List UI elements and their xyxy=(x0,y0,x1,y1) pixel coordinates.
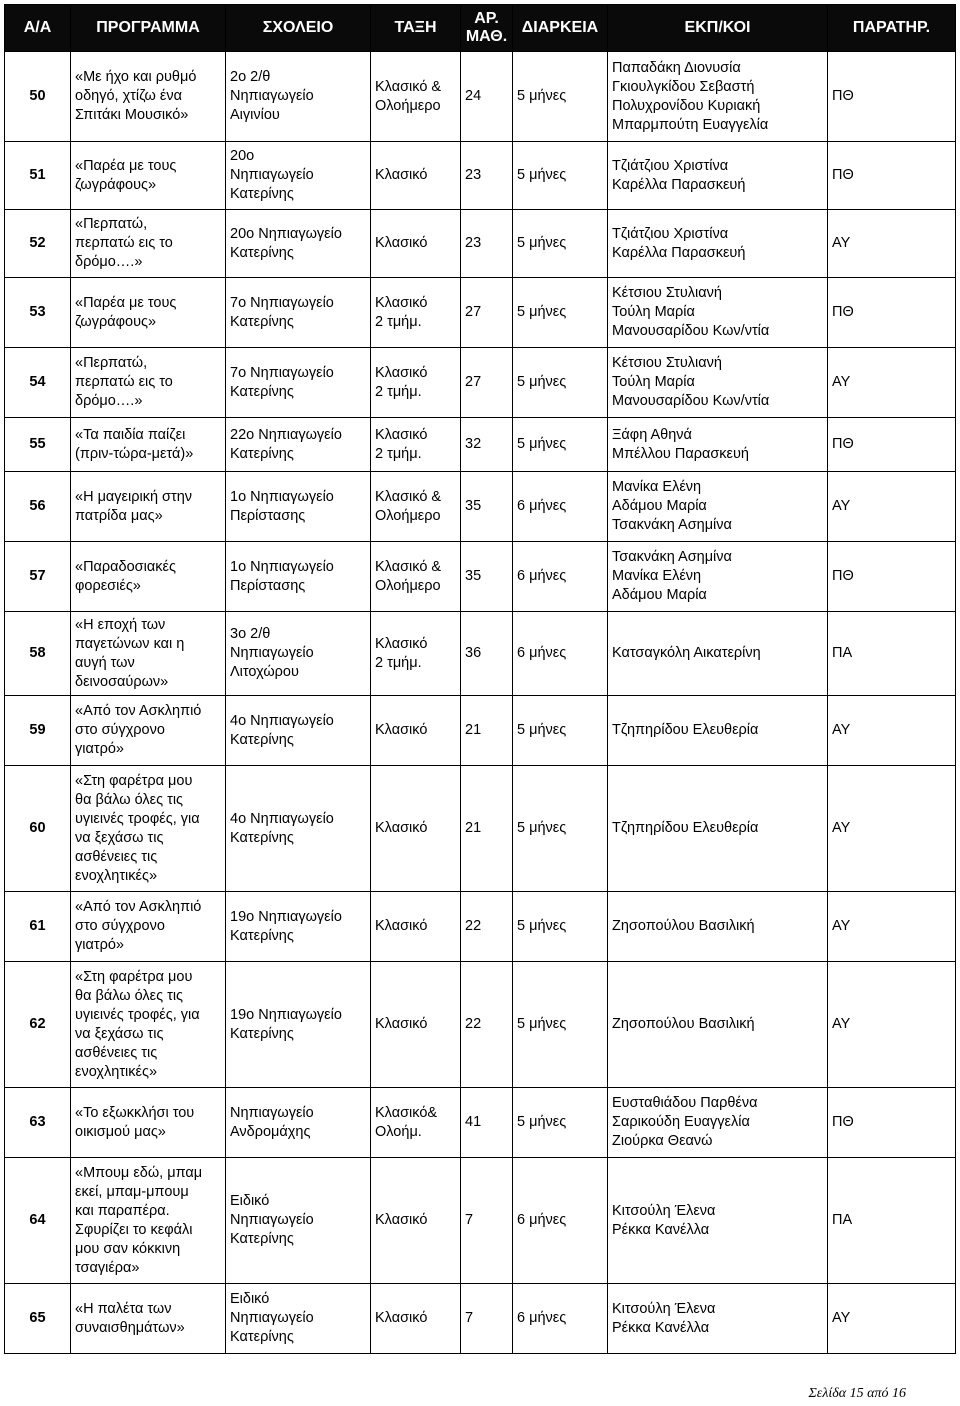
program-cell: «Η μαγειρική στην πατρίδα μας» xyxy=(71,472,226,542)
teachers-cell: Ξάφη Αθηνά Μπέλλου Παρασκευή xyxy=(608,418,828,472)
table-row xyxy=(5,210,956,278)
students-cell: 7 xyxy=(461,1284,513,1354)
table-row xyxy=(5,348,956,418)
program-cell: «Τα παιδία παίζει (πριν-τώρα-μετά)» xyxy=(71,418,226,472)
school-cell: 22ο Νηπιαγωγείο Κατερίνης xyxy=(226,418,371,472)
duration-cell: 6 μήνες xyxy=(513,1158,608,1284)
class-type-cell: Κλασικό xyxy=(371,1158,461,1284)
class-type-cell: Κλασικό xyxy=(371,1284,461,1354)
row-number: 57 xyxy=(5,542,71,612)
table-row xyxy=(5,142,956,210)
students-cell: 22 xyxy=(461,892,513,962)
header-aa: Α/Α xyxy=(5,5,71,52)
row-number: 52 xyxy=(5,210,71,278)
students-cell: 23 xyxy=(461,142,513,210)
duration-cell: 6 μήνες xyxy=(513,542,608,612)
notes-cell: ΠΘ xyxy=(828,52,956,142)
class-type-cell: Κλασικό & Ολοήμερο xyxy=(371,542,461,612)
table-row xyxy=(5,612,956,696)
teachers-cell: Παπαδάκη Διονυσία Γκιουλγκίδου Σεβαστή Πολυχρονίδου Κυριακή Μπαρμπούτη Ευαγγελία xyxy=(608,52,828,142)
teachers-cell: Κέτσιου Στυλιανή Τούλη Μαρία Μανουσαρίδου Κων/ντία xyxy=(608,278,828,348)
header-teachers: ΕΚΠ/ΚΟΙ xyxy=(608,5,828,52)
school-cell: 7ο Νηπιαγωγείο Κατερίνης xyxy=(226,278,371,348)
table-row xyxy=(5,1284,956,1354)
duration-cell: 5 μήνες xyxy=(513,962,608,1088)
class-type-cell: Κλασικό & Ολοήμερο xyxy=(371,472,461,542)
school-cell: 19ο Νηπιαγωγείο Κατερίνης xyxy=(226,962,371,1088)
teachers-cell: Κέτσιου Στυλιανή Τούλη Μαρία Μανουσαρίδου Κων/ντία xyxy=(608,348,828,418)
class-type-cell: Κλασικό 2 τμήμ. xyxy=(371,348,461,418)
students-cell: 21 xyxy=(461,696,513,766)
program-cell: «Μπουμ εδώ, μπαμ εκεί, μπαμ-μπουμ και παραπέρα. Σφυρίζει το κεφάλι μου σαν κόκκινη τσαγιέρα» xyxy=(71,1158,226,1284)
teachers-cell: Τζιάτζιου Χριστίνα Καρέλλα Παρασκευή xyxy=(608,142,828,210)
teachers-cell: Μανίκα Ελένη Αδάμου Μαρία Τσακνάκη Ασημίνα xyxy=(608,472,828,542)
duration-cell: 6 μήνες xyxy=(513,472,608,542)
students-cell: 7 xyxy=(461,1158,513,1284)
teachers-cell: Τζηπηρίδου Ελευθερία xyxy=(608,696,828,766)
students-cell: 32 xyxy=(461,418,513,472)
class-type-cell: Κλασικό xyxy=(371,766,461,892)
duration-cell: 5 μήνες xyxy=(513,418,608,472)
program-cell: «Η εποχή των παγετώνων και η αυγή των δεινοσαύρων» xyxy=(71,612,226,696)
notes-cell: ΑΥ xyxy=(828,210,956,278)
header-class: ΤΑΞΗ xyxy=(371,5,461,52)
school-cell: 20ο Νηπιαγωγείο Κατερίνης xyxy=(226,210,371,278)
row-number: 56 xyxy=(5,472,71,542)
notes-cell: ΑΥ xyxy=(828,962,956,1088)
students-cell: 41 xyxy=(461,1088,513,1158)
table-row xyxy=(5,766,956,892)
duration-cell: 5 μήνες xyxy=(513,278,608,348)
row-number: 50 xyxy=(5,52,71,142)
header-duration: ΔΙΑΡΚΕΙΑ xyxy=(513,5,608,52)
notes-cell: ΠΘ xyxy=(828,1088,956,1158)
row-number: 61 xyxy=(5,892,71,962)
students-cell: 35 xyxy=(461,542,513,612)
school-cell: 1ο Νηπιαγωγείο Περίστασης xyxy=(226,542,371,612)
students-cell: 21 xyxy=(461,766,513,892)
duration-cell: 5 μήνες xyxy=(513,52,608,142)
teachers-cell: Ευσταθιάδου Παρθένα Σαρικούδη Ευαγγελία Ζιούρκα Θεανώ xyxy=(608,1088,828,1158)
class-type-cell: Κλασικό& Ολοήμ. xyxy=(371,1088,461,1158)
program-cell: «Η παλέτα των συναισθημάτων» xyxy=(71,1284,226,1354)
students-cell: 36 xyxy=(461,612,513,696)
class-type-cell: Κλασικό 2 τμήμ. xyxy=(371,418,461,472)
program-cell: «Παραδοσιακές φορεσιές» xyxy=(71,542,226,612)
class-type-cell: Κλασικό & Ολοήμερο xyxy=(371,52,461,142)
row-number: 65 xyxy=(5,1284,71,1354)
school-cell: 7ο Νηπιαγωγείο Κατερίνης xyxy=(226,348,371,418)
duration-cell: 5 μήνες xyxy=(513,142,608,210)
table-row xyxy=(5,696,956,766)
students-cell: 27 xyxy=(461,348,513,418)
school-cell: Ειδικό Νηπιαγωγείο Κατερίνης xyxy=(226,1284,371,1354)
teachers-cell: Τσακνάκη Ασημίνα Μανίκα Ελένη Αδάμου Μαρία xyxy=(608,542,828,612)
row-number: 53 xyxy=(5,278,71,348)
duration-cell: 6 μήνες xyxy=(513,612,608,696)
class-type-cell: Κλασικό xyxy=(371,696,461,766)
duration-cell: 5 μήνες xyxy=(513,1088,608,1158)
school-cell: 3ο 2/θ Νηπιαγωγείο Λιτοχώρου xyxy=(226,612,371,696)
notes-cell: ΑΥ xyxy=(828,766,956,892)
table-row xyxy=(5,1158,956,1284)
programs-table xyxy=(4,4,956,1354)
program-cell: «Από τον Ασκληπιό στο σύγχρονο γιατρό» xyxy=(71,696,226,766)
table-row xyxy=(5,892,956,962)
class-type-cell: Κλασικό 2 τμήμ. xyxy=(371,278,461,348)
class-type-cell: Κλασικό xyxy=(371,962,461,1088)
teachers-cell: Κιτσούλη Έλενα Ρέκκα Κανέλλα xyxy=(608,1158,828,1284)
notes-cell: ΑΥ xyxy=(828,696,956,766)
class-type-cell: Κλασικό xyxy=(371,892,461,962)
teachers-cell: Τζιάτζιου Χριστίνα Καρέλλα Παρασκευή xyxy=(608,210,828,278)
row-number: 55 xyxy=(5,418,71,472)
table-row xyxy=(5,418,956,472)
row-number: 54 xyxy=(5,348,71,418)
program-cell: «Παρέα με τους ζωγράφους» xyxy=(71,278,226,348)
row-number: 62 xyxy=(5,962,71,1088)
class-type-cell: Κλασικό xyxy=(371,210,461,278)
teachers-cell: Κιτσούλη Έλενα Ρέκκα Κανέλλα xyxy=(608,1284,828,1354)
header-students: ΑΡ. ΜΑΘ. xyxy=(461,5,513,52)
row-number: 64 xyxy=(5,1158,71,1284)
row-number: 58 xyxy=(5,612,71,696)
students-cell: 27 xyxy=(461,278,513,348)
table-row xyxy=(5,1088,956,1158)
students-cell: 22 xyxy=(461,962,513,1088)
program-cell: «Στη φαρέτρα μου θα βάλω όλες τις υγιεινές τροφές, για να ξεχάσω τις ασθένειες τις ενοχλητικές» xyxy=(71,962,226,1088)
duration-cell: 6 μήνες xyxy=(513,1284,608,1354)
duration-cell: 5 μήνες xyxy=(513,348,608,418)
notes-cell: ΠΑ xyxy=(828,1158,956,1284)
school-cell: 20ο Νηπιαγωγείο Κατερίνης xyxy=(226,142,371,210)
program-cell: «Από τον Ασκληπιό στο σύγχρονο γιατρό» xyxy=(71,892,226,962)
notes-cell: ΠΑ xyxy=(828,612,956,696)
school-cell: 4ο Νηπιαγωγείο Κατερίνης xyxy=(226,766,371,892)
teachers-cell: Ζησοπούλου Βασιλική xyxy=(608,962,828,1088)
table-row xyxy=(5,52,956,142)
duration-cell: 5 μήνες xyxy=(513,766,608,892)
header-notes: ΠΑΡΑΤΗΡ. xyxy=(828,5,956,52)
notes-cell: ΠΘ xyxy=(828,142,956,210)
notes-cell: ΠΘ xyxy=(828,278,956,348)
school-cell: 19ο Νηπιαγωγείο Κατερίνης xyxy=(226,892,371,962)
row-number: 59 xyxy=(5,696,71,766)
table-body xyxy=(5,52,956,1354)
program-cell: «Στη φαρέτρα μου θα βάλω όλες τις υγιεινές τροφές, για να ξεχάσω τις ασθένειες τις ενοχλητικές» xyxy=(71,766,226,892)
table-row xyxy=(5,278,956,348)
table-row xyxy=(5,542,956,612)
program-cell: «Το εξωκκλήσι του οικισμού μας» xyxy=(71,1088,226,1158)
students-cell: 35 xyxy=(461,472,513,542)
program-cell: «Περπατώ, περπατώ εις το δρόμο….» xyxy=(71,210,226,278)
school-cell: Ειδικό Νηπιαγωγείο Κατερίνης xyxy=(226,1158,371,1284)
teachers-cell: Κατσαγκόλη Αικατερίνη xyxy=(608,612,828,696)
school-cell: 1ο Νηπιαγωγείο Περίστασης xyxy=(226,472,371,542)
teachers-cell: Τζηπηρίδου Ελευθερία xyxy=(608,766,828,892)
table-row xyxy=(5,472,956,542)
program-cell: «Με ήχο και ρυθμό οδηγό, χτίζω ένα Σπιτάκι Μουσικό» xyxy=(71,52,226,142)
notes-cell: ΠΘ xyxy=(828,418,956,472)
teachers-cell: Ζησοπούλου Βασιλική xyxy=(608,892,828,962)
page-number: Σελίδα 15 από 16 xyxy=(808,1386,906,1401)
school-cell: 2ο 2/θ Νηπιαγωγείο Αιγινίου xyxy=(226,52,371,142)
notes-cell: ΠΘ xyxy=(828,542,956,612)
row-number: 51 xyxy=(5,142,71,210)
header-row xyxy=(5,5,956,52)
duration-cell: 5 μήνες xyxy=(513,210,608,278)
duration-cell: 5 μήνες xyxy=(513,892,608,962)
program-cell: «Παρέα με τους ζωγράφους» xyxy=(71,142,226,210)
notes-cell: ΑΥ xyxy=(828,472,956,542)
school-cell: 4ο Νηπιαγωγείο Κατερίνης xyxy=(226,696,371,766)
table-row xyxy=(5,962,956,1088)
students-cell: 23 xyxy=(461,210,513,278)
program-cell: «Περπατώ, περπατώ εις το δρόμο….» xyxy=(71,348,226,418)
school-cell: Νηπιαγωγείο Ανδρομάχης xyxy=(226,1088,371,1158)
row-number: 63 xyxy=(5,1088,71,1158)
notes-cell: ΑΥ xyxy=(828,348,956,418)
header-school: ΣΧΟΛΕΙΟ xyxy=(226,5,371,52)
row-number: 60 xyxy=(5,766,71,892)
duration-cell: 5 μήνες xyxy=(513,696,608,766)
students-cell: 24 xyxy=(461,52,513,142)
class-type-cell: Κλασικό 2 τμήμ. xyxy=(371,612,461,696)
class-type-cell: Κλασικό xyxy=(371,142,461,210)
notes-cell: ΑΥ xyxy=(828,1284,956,1354)
notes-cell: ΑΥ xyxy=(828,892,956,962)
header-program: ΠΡΟΓΡΑΜΜΑ xyxy=(71,5,226,52)
